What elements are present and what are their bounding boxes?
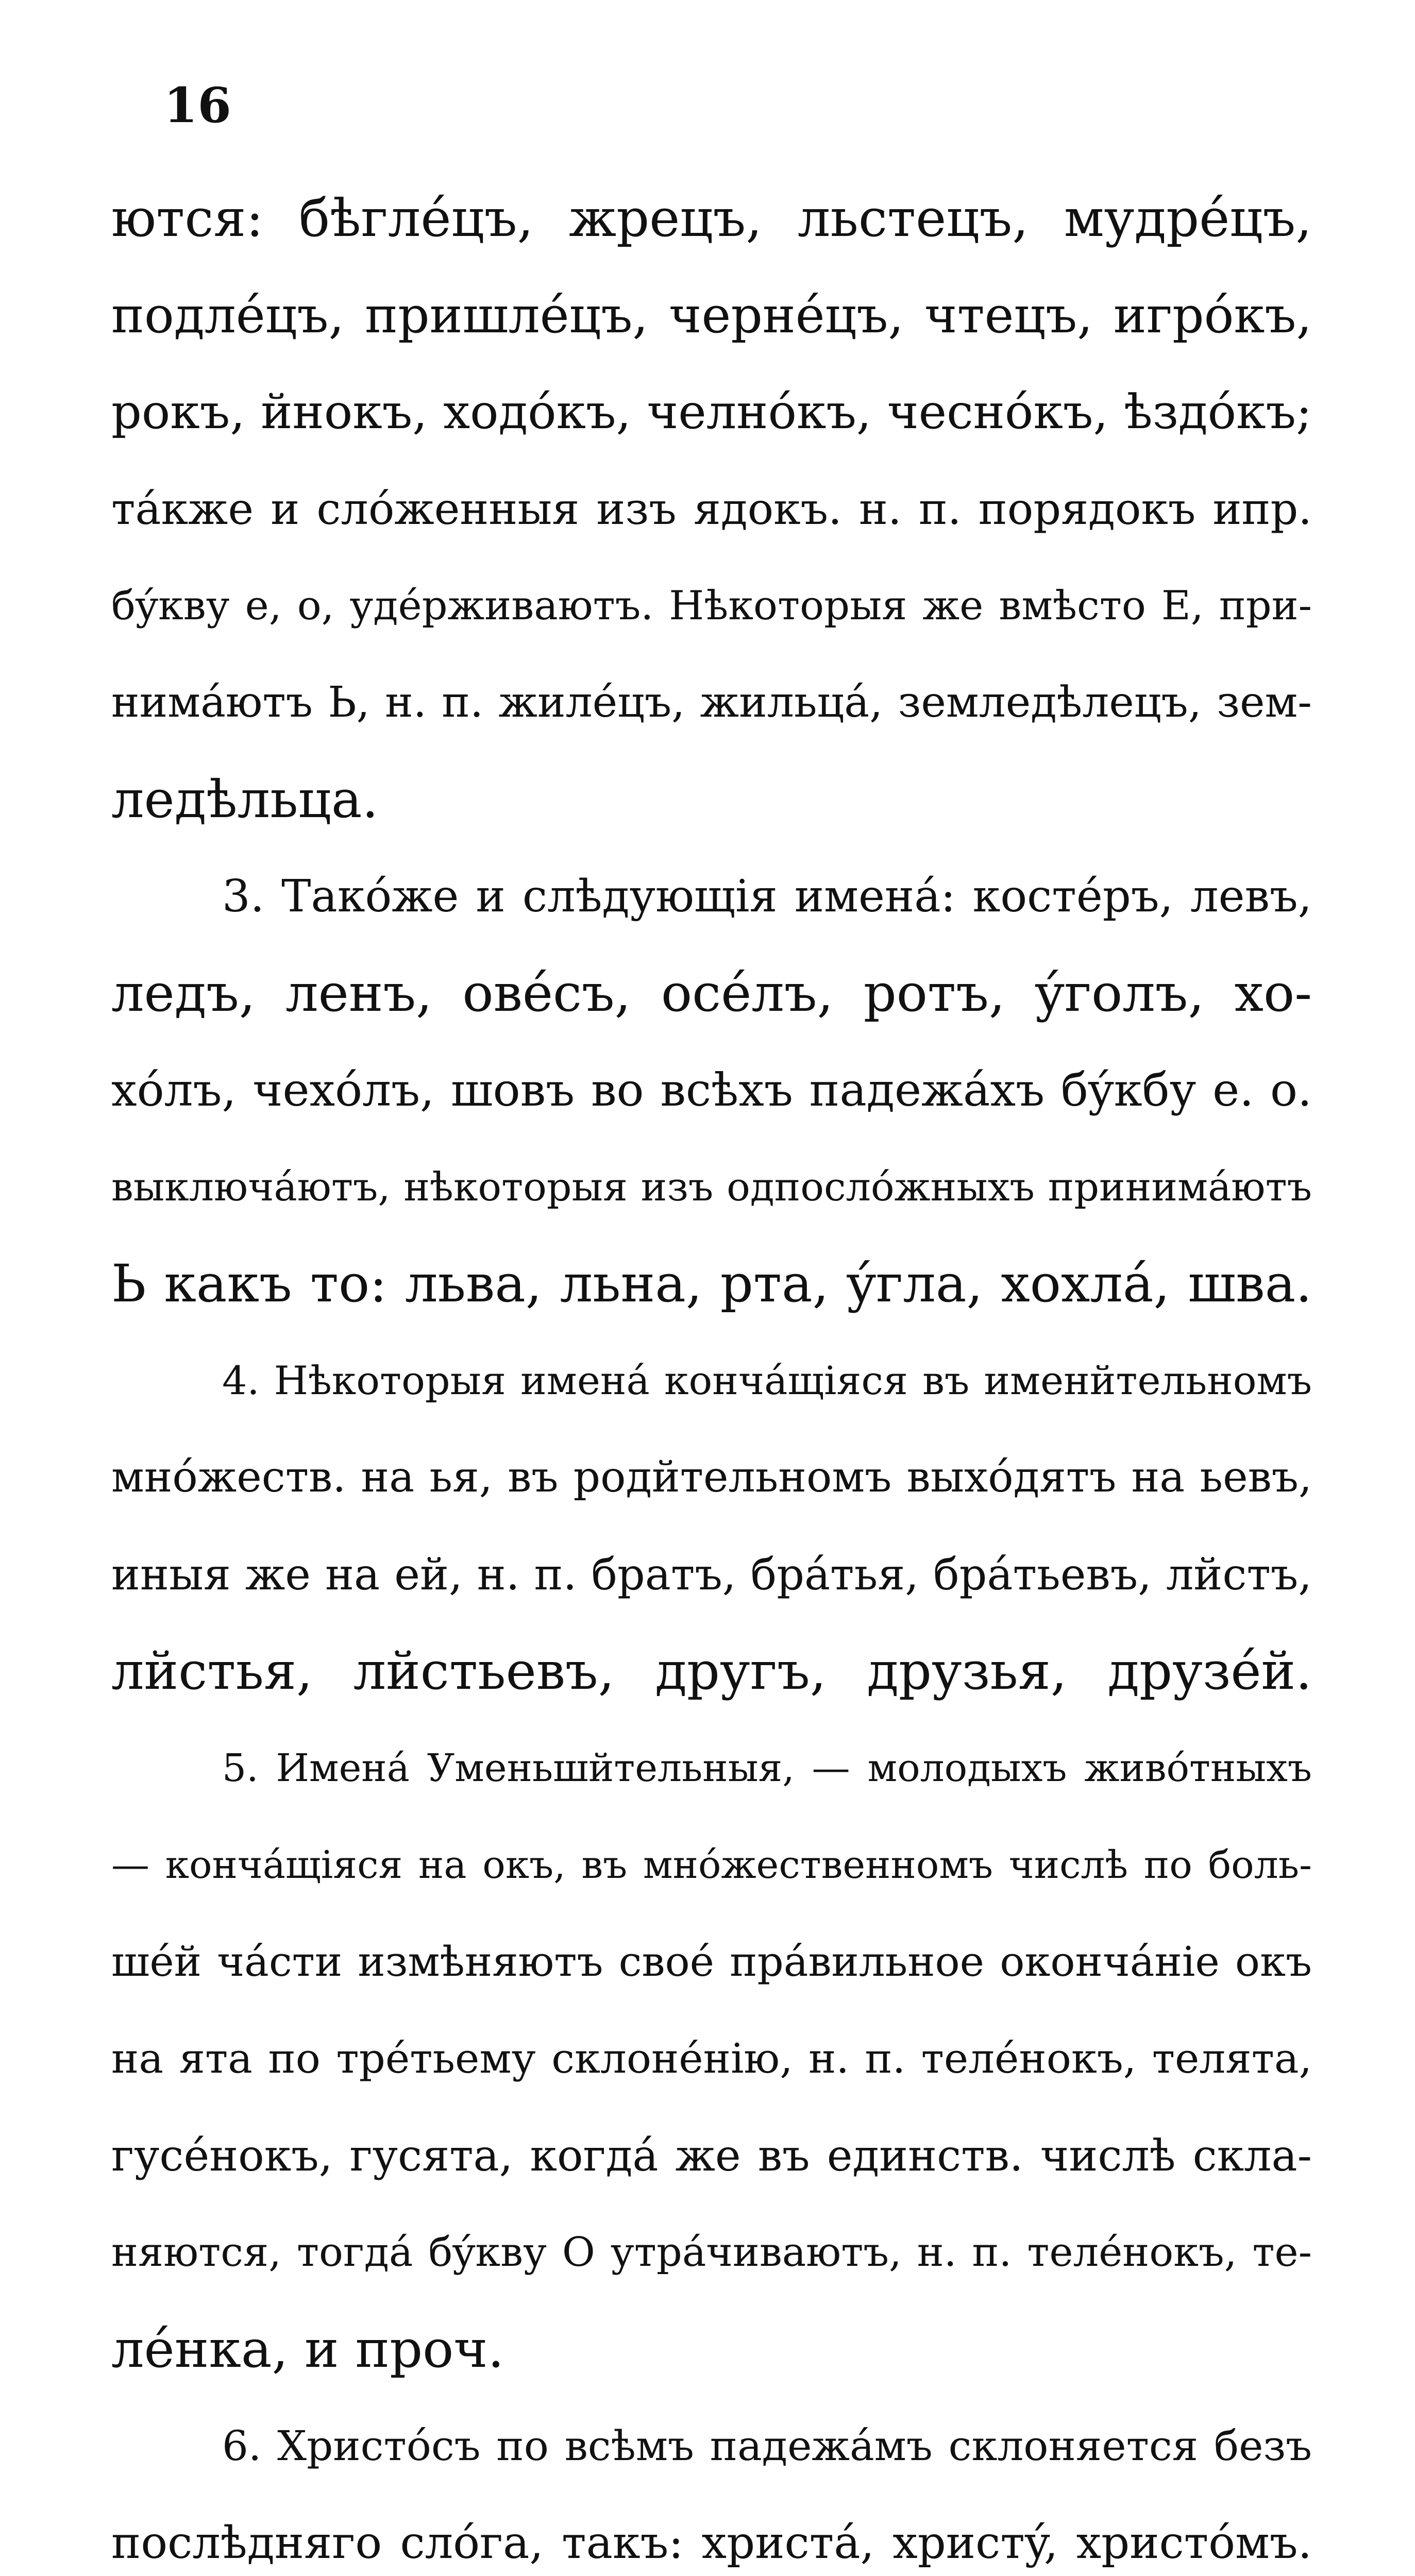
- text-line: 4. Нѣкоторыя именá кончáщіяся въ именйтельномъ: [222, 1358, 1312, 1403]
- text-line: Ь какъ то: льва, льна, рта, ýгла, хохлá, шва.: [111, 1253, 1312, 1314]
- text-line: 5. Именá Уменьшйтельныя, — молодыхъ живóтныхъ: [222, 1746, 1312, 1790]
- text-line: 6. Христóсъ по всѣмъ падежáмъ склоняется безъ: [222, 2422, 1312, 2470]
- text-line: рокъ, йнокъ, ходóкъ, челнóкъ, чеснóкъ, ѣздóкъ;: [111, 384, 1312, 439]
- text-line: иныя же на ей, н. п. братъ, брáтья, брáтьевъ, лйстъ,: [111, 1549, 1312, 1600]
- text-line: ледѣльца.: [111, 769, 379, 829]
- paragraph-4: [111, 1332, 1312, 1720]
- paragraph-3: [111, 848, 1312, 1332]
- text-line: няются, тогдá бýкву О утрáчиваютъ, н. п. телéнокъ, те-: [111, 2229, 1312, 2276]
- page-number: 16: [164, 77, 231, 134]
- text-line: выключáютъ, нѣкоторыя изъ одпослóжныхъ принимáютъ: [111, 1164, 1312, 1210]
- text-line: шéй чáсти измѣняютъ своé прáвильное окончáніе окъ: [111, 1938, 1312, 1986]
- text-line: лéнка, и проч.: [111, 2319, 504, 2379]
- text-line: хóлъ, чехóлъ, шовъ во всѣхъ падежáхъ бýкбу е. о.: [111, 1063, 1312, 1116]
- text-line: мнóжеств. на ья, въ родйтельномъ выхóдятъ на ьевъ,: [111, 1453, 1312, 1502]
- paragraph-6: [111, 2398, 1312, 2576]
- page-body: [111, 170, 1312, 2576]
- text-line: ледъ, ленъ, овéсъ, осéлъ, ротъ, ýголъ, хо-: [111, 963, 1312, 1023]
- text-line: подлéцъ, пришлéцъ, чернéцъ, чтецъ, игрóкъ,: [111, 286, 1312, 344]
- text-line: — кончáщіяся на окъ, въ мнóжественномъ числѣ по боль-: [111, 1843, 1312, 1887]
- text-line: 3. Такóже и слѣдующія именá: костéръ, левъ,: [222, 871, 1312, 922]
- paragraph-5: [111, 1720, 1312, 2398]
- text-line: ются: бѣглéцъ, жрецъ, льстецъ, мудрéцъ,: [111, 188, 1312, 248]
- text-line: лйстья, лйстьевъ, другъ, друзья, друзéй.: [111, 1641, 1312, 1701]
- text-line: гусéнокъ, гусята, когдá же въ единств. числѣ скла-: [111, 2130, 1312, 2181]
- text-line: нимáютъ Ь, н. п. жилéцъ, жильцá, земледѣлецъ, зем-: [111, 678, 1312, 727]
- text-line: бýкву е, о, удéрживаютъ. Нѣкоторыя же вмѣсто Е, при-: [111, 583, 1312, 629]
- text-line: тáкже и слóженныя изъ ядокъ. н. п. порядокъ ипр.: [111, 484, 1312, 534]
- text-line: послѣдняго слóга, такъ: христá, христý, христóмъ.: [111, 2517, 1312, 2569]
- text-line: на ята по трéтьему склонéнію, н. п. телéнокъ, телята,: [111, 2035, 1312, 2082]
- paragraph-continuation: [111, 170, 1312, 848]
